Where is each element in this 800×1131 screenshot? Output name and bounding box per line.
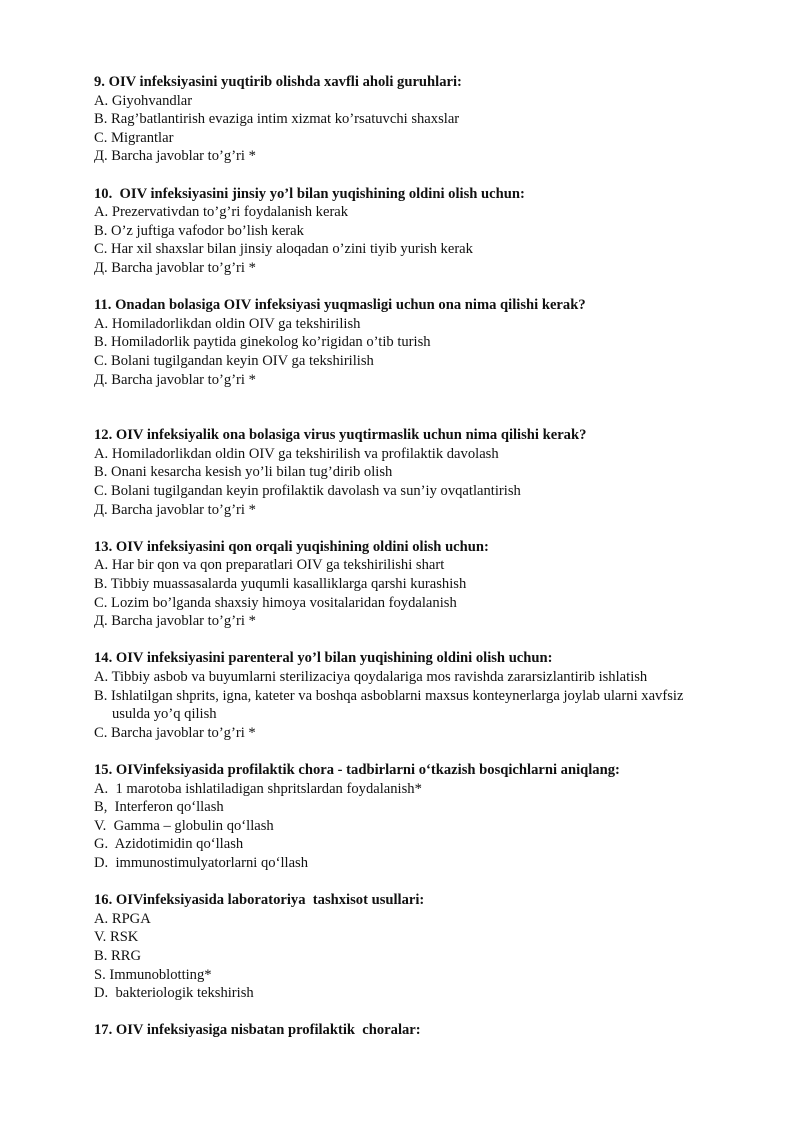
question-9 (94, 73, 774, 166)
answer-option: Д. Barcha javoblar to’g’ri * (94, 371, 256, 388)
answer-option: G. Azidotimidin qo‘llash (94, 836, 244, 853)
answer-option: C. Bolani tugilgandan keyin OIV ga tekshirilish (94, 352, 374, 369)
answer-option: A. 1 marotoba ishlatiladigan shpritslardan foydalanish* (94, 780, 422, 797)
answer-option: C. Barcha javoblar to’g’ri * (94, 724, 256, 741)
answer-option: A. Prezervativdan to’g’ri foydalanish kerak (94, 204, 349, 221)
question-title: 11. Onadan bolasiga OIV infeksiyasi yuqmasligi uchun ona nima qilishi kerak? (94, 297, 586, 314)
question-15 (94, 761, 774, 873)
answer-option: A. RPGA (94, 910, 151, 927)
answer-option: Д. Barcha javoblar to’g’ri * (94, 148, 256, 165)
question-title: 9. OIV infeksiyasini yuqtirib olishda xavfli aholi guruhlari: (94, 74, 462, 90)
question-title: 14. OIV infeksiyasini parenteral yo’l bilan yuqishining oldini olish uchun: (94, 650, 553, 667)
answer-option: C. Migrantlar (94, 129, 174, 146)
answer-option: A. Homiladorlikdan oldin OIV ga tekshirilish (94, 315, 361, 332)
answer-option: A. Tibbiy asbob va buyumlarni sterilizaciya qoydalariga mos ravishda zararsizlantirib ishlatish (94, 669, 648, 685)
answer-option: A. Homiladorlikdan oldin OIV ga tekshirilish va profilaktik davolash (94, 445, 499, 462)
question-12 (94, 426, 774, 519)
answer-option: D. bakteriologik tekshirish (94, 985, 254, 1002)
question-14 (94, 649, 774, 742)
answer-option: C. Har xil shaxslar bilan jinsiy aloqadan o’zini tiyib yurish kerak (94, 241, 473, 258)
answer-option: C. Lozim bo’lganda shaxsiy himoya vositalaridan foydalanish (94, 594, 457, 611)
question-title: 16. OIVinfeksiyasida laboratoriya tashxisot usullari: (94, 892, 425, 909)
question-title: 17. OIV infeksiyasiga nisbatan profilaktik choralar: (94, 1022, 421, 1039)
document-page (94, 73, 774, 1058)
answer-option: B. RRG (94, 947, 142, 964)
answer-option: B. Rag’batlantirish evaziga intim xizmat ko’rsatuvchi shaxslar (94, 111, 460, 128)
answer-option: Д. Barcha javoblar to’g’ri * (94, 501, 256, 518)
answer-option: B. O’z juftiga vafodor bo’lish kerak (94, 222, 304, 239)
answer-option: S. Immunoblotting* (94, 966, 212, 983)
question-16 (94, 891, 774, 1003)
question-13 (94, 538, 774, 631)
answer-option: Д. Barcha javoblar to’g’ri * (94, 259, 256, 276)
question-title: 12. OIV infeksiyalik ona bolasiga virus yuqtirmaslik uchun nima qilishi kerak? (94, 427, 587, 444)
answer-option: B, Interferon qo‘llash (94, 799, 224, 816)
answer-option: Д. Barcha javoblar to’g’ri * (94, 613, 256, 630)
question-title: 13. OIV infeksiyasini qon orqali yuqishining oldini olish uchun: (94, 538, 489, 555)
answer-option: A. Har bir qon va qon preparatlari OIV ga tekshirilishi shart (94, 557, 445, 574)
answer-option: B. Tibbiy muassasalarda yuqumli kasalliklarga qarshi kurashish (94, 576, 467, 593)
answer-option: B. Onani kesarcha kesish yo’li bilan tug’dirib olish (94, 464, 393, 481)
answer-option: C. Bolani tugilgandan keyin profilaktik davolash va sun’iy ovqatlantirish (94, 483, 521, 500)
answer-option: V. RSK (94, 929, 139, 946)
answer-option: D. immunostimulyatorlarni qo‘llash (94, 854, 309, 871)
question-title: 10. OIV infeksiyasini jinsiy yo’l bilan yuqishining oldini olish uchun: (94, 185, 525, 202)
question-11 (94, 296, 774, 389)
answer-option: A. Giyohvandlar (94, 92, 193, 109)
question-10 (94, 185, 774, 278)
answer-option: B. Ishlatilgan shprits, igna, kateter va boshqa asboblarni maxsus konteynerlarga joylab ularni xavfsiz usulda yo’q qilish (94, 687, 684, 723)
question-title: 15. OIVinfeksiyasida profilaktik chora - tadbirlarni o‘tkazish bosqichlarni aniqlang: (94, 761, 620, 778)
answer-option: V. Gamma – globulin qo‘llash (94, 817, 274, 834)
question-17 (94, 1021, 774, 1040)
answer-option: B. Homiladorlik paytida ginekolog ko’rigidan o’tib turish (94, 334, 431, 351)
